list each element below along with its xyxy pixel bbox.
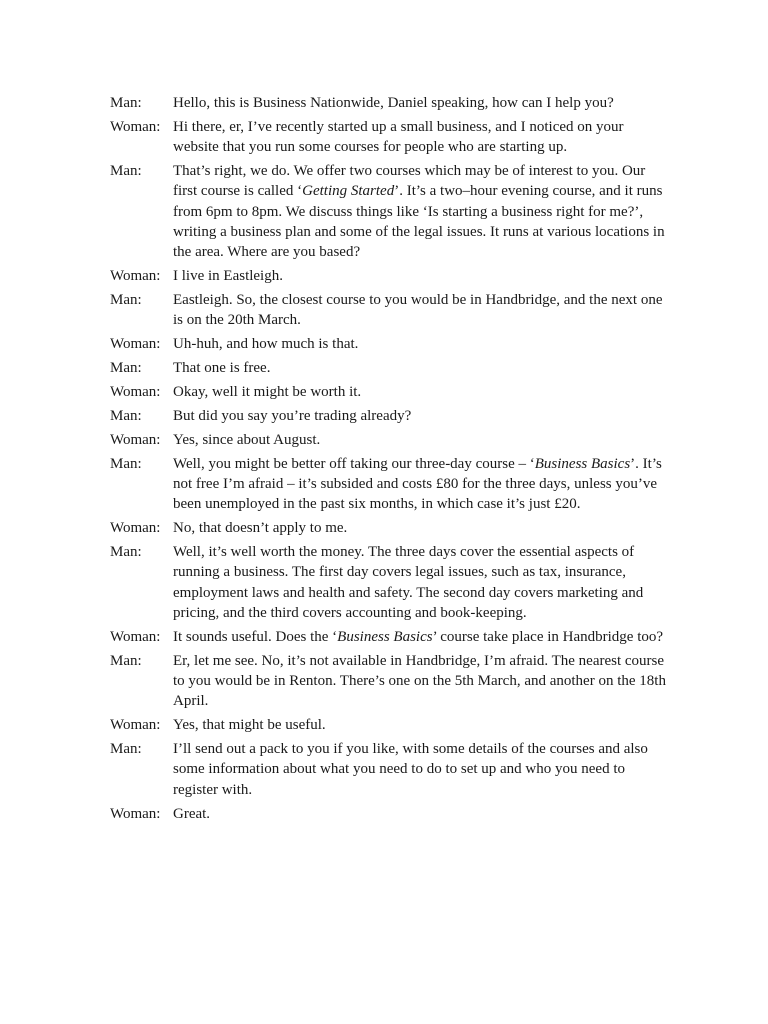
- dialogue-turn: [110, 382, 670, 402]
- dialogue-text: [173, 334, 670, 354]
- dialogue-fragment: Well, you might be better off taking our three-day course – ‘: [173, 455, 535, 472]
- dialogue-fragment: Yes, since about August.: [173, 431, 321, 448]
- speaker-label: Man:: [110, 455, 142, 472]
- course-title: Getting Started: [302, 183, 395, 200]
- dialogue-text: [173, 290, 670, 331]
- dialogue-text: [173, 161, 670, 262]
- dialogue-fragment: ’ course take place in Handbridge too?: [432, 628, 664, 645]
- dialogue-fragment: I’ll send out a pack to you if you like, with some details of the courses and also some information about what you need to do to set up and who you need to register with.: [173, 741, 648, 798]
- dialogue-turn: [110, 93, 670, 113]
- dialogue-text: [173, 266, 670, 286]
- dialogue-text: [173, 518, 670, 538]
- dialogue-text: [173, 93, 670, 113]
- dialogue-fragment: Hello, this is Business Nationwide, Daniel speaking, how can I help you?: [173, 95, 614, 111]
- dialogue-turn: [110, 161, 670, 262]
- dialogue-fragment: That one is free.: [173, 360, 271, 377]
- dialogue-fragment: Great.: [173, 805, 211, 822]
- dialogue-text: [173, 739, 670, 800]
- dialogue-fragment: It sounds useful. Does the ‘: [173, 628, 338, 645]
- dialogue-turn: [110, 406, 670, 426]
- dialogue-fragment: But did you say you’re trading already?: [173, 407, 412, 424]
- dialogue-text: [173, 804, 670, 824]
- course-title: Business Basics: [337, 628, 433, 645]
- speaker-label: Man:: [110, 292, 142, 309]
- dialogue-text: [173, 627, 670, 647]
- dialogue-fragment: No, that doesn’t apply to me.: [173, 520, 348, 537]
- dialogue-turn: [110, 518, 670, 538]
- dialogue-fragment: ’. It’s a two–hour evening course, and it runs from 6pm to 8pm. We discuss things like ‘Is starting a business right for me?’, writing a business plan and some of the legal issues. It runs at various locations in the area. Where are you based?: [173, 183, 665, 261]
- dialogue-text: [173, 382, 670, 402]
- dialogue-turn: [110, 715, 670, 735]
- dialogue-turn: [110, 266, 670, 286]
- dialogue-text: [173, 358, 670, 378]
- dialogue-fragment: ’. It’s not free I’m afraid – it’s subsided and costs £80 for the three days, unless you’ve been unemployed in the past six months, in which case it’s just £20.: [173, 455, 662, 513]
- speaker-label: Man:: [110, 544, 142, 561]
- speaker-label: Woman:: [110, 628, 161, 645]
- speaker-label: Man:: [110, 741, 142, 758]
- speaker-label: Woman:: [110, 336, 161, 353]
- speaker-label: Woman:: [110, 431, 161, 448]
- speaker-label: Woman:: [110, 384, 161, 401]
- speaker-label: Woman:: [110, 520, 161, 537]
- dialogue-text: [173, 651, 670, 712]
- dialogue-turn: [110, 358, 670, 378]
- speaker-label: Man:: [110, 95, 142, 111]
- dialogue-fragment: Okay, well it might be worth it.: [173, 384, 362, 401]
- dialogue-turn: [110, 454, 670, 515]
- dialogue-turn: [110, 739, 670, 800]
- dialogue-turn: [110, 804, 670, 824]
- dialogue-text: [173, 715, 670, 735]
- dialogue-turn: [110, 117, 670, 158]
- dialogue-fragment: That’s right, we do. We offer two courses which may be of interest to you. Our first course is called ‘: [173, 163, 646, 200]
- speaker-label: Man:: [110, 360, 142, 377]
- dialogue-text: [173, 430, 670, 450]
- transcript: [110, 93, 670, 827]
- speaker-label: Woman:: [110, 118, 161, 135]
- dialogue-turn: [110, 334, 670, 354]
- dialogue-fragment: Hi there, er, I’ve recently started up a small business, and I noticed on your website that you run some courses for people who are starting up.: [173, 118, 624, 156]
- dialogue-fragment: Well, it’s well worth the money. The three days cover the essential aspects of running a business. The first day covers legal issues, such as tax, insurance, employment laws and health and safety. The second day covers marketing and pricing, and the third covers accounting and book-keeping.: [173, 544, 644, 621]
- speaker-label: Man:: [110, 163, 142, 180]
- dialogue-fragment: Er, let me see. No, it’s not available in Handbridge, I’m afraid. The nearest course to you would be in Renton. There’s one on the 5th March, and another on the 18th April.: [173, 652, 666, 710]
- dialogue-fragment: I live in Eastleigh.: [173, 268, 283, 285]
- dialogue-text: [173, 117, 670, 158]
- dialogue-text: [173, 542, 670, 623]
- dialogue-fragment: Yes, that might be useful.: [173, 717, 326, 734]
- dialogue-text: [173, 454, 670, 515]
- dialogue-turn: [110, 290, 670, 331]
- dialogue-turn: [110, 627, 670, 647]
- speaker-label: Man:: [110, 407, 142, 424]
- speaker-label: Man:: [110, 652, 142, 669]
- speaker-label: Woman:: [110, 805, 161, 822]
- dialogue-turn: [110, 651, 670, 712]
- speaker-label: Woman:: [110, 268, 161, 285]
- speaker-label: Woman:: [110, 717, 161, 734]
- dialogue-fragment: Eastleigh. So, the closest course to you would be in Handbridge, and the next one is on the 20th March.: [173, 292, 663, 329]
- dialogue-turn: [110, 542, 670, 623]
- course-title: Business Basics: [534, 455, 631, 472]
- dialogue-fragment: Uh-huh, and how much is that.: [173, 336, 359, 353]
- dialogue-turn: [110, 430, 670, 450]
- dialogue-text: [173, 406, 670, 426]
